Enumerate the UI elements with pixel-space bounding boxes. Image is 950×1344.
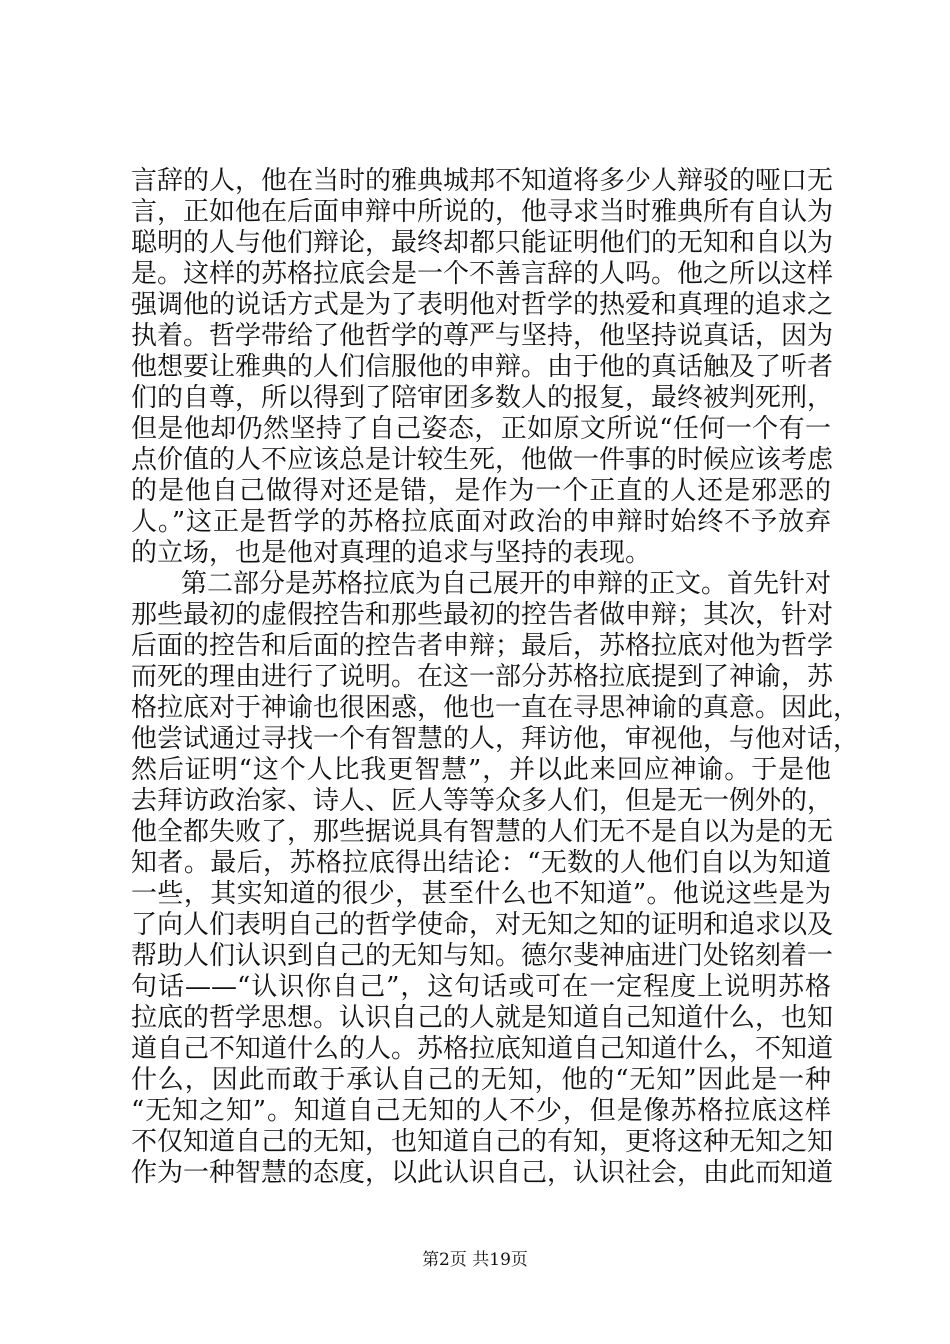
text-line: 什么，因此而敢于承认自己的无知，他的“无知”因此是一种: [131, 1065, 831, 1095]
text-line: 道自己不知道什么的人。苏格拉底知道自己知道什么，不知道: [131, 1034, 834, 1064]
text-line: 们的自尊，所以得到了陪审团多数人的报复，最终被判死刑，: [131, 383, 834, 413]
page-footer: [0, 1245, 950, 1270]
text-line: 点价值的人不应该总是计较生死，他做一件事的时候应该考虑: [131, 445, 834, 475]
text-line: 但是他却仍然坚持了自己姿态，正如原文所说“任何一个有一: [131, 414, 831, 444]
text-line: 强调他的说话方式是为了表明他对哲学的热爱和真理的追求之: [131, 290, 834, 320]
text-line: 后面的控告和后面的控告者申辩；最后，苏格拉底对他为哲学: [131, 631, 834, 661]
text-line: 帮助人们认识到自己的无知与知。德尔斐神庙进门处铭刻着一: [131, 941, 834, 971]
text-line: 的立场，也是他对真理的追求与坚持的表现。: [131, 538, 652, 568]
text-line: 然后证明“这个人比我更智慧”，并以此来回应神谕。于是他: [131, 755, 831, 785]
paragraph-1: [131, 166, 834, 569]
text-line: 拉底的哲学思想。认识自己的人就是知道自己知道什么，也知: [131, 1003, 834, 1033]
text-line: 人。”这正是哲学的苏格拉底面对政治的申辩时始终不予放弃: [131, 507, 831, 537]
text-line: 知者。最后，苏格拉底得出结论：“无数的人他们自以为知道: [131, 848, 831, 878]
text-line: 而死的理由进行了说明。在这一部分苏格拉底提到了神谕，苏: [131, 662, 834, 692]
text-line: 的是他自己做得对还是错，是作为一个正直的人还是邪恶的: [131, 476, 831, 506]
text-line: 不仅知道自己的无知，也知道自己的有知，更将这种无知之知: [131, 1127, 834, 1157]
text-line: 作为一种智慧的态度，以此认识自己，认识社会，由此而知道: [131, 1158, 834, 1188]
text-line: 第二部分是苏格拉底为自己展开的申辩的正文。首先针对: [181, 569, 832, 599]
text-line: 格拉底对于神谕也很困惑，他也一直在寻思神谕的真意。因此，: [131, 693, 860, 723]
text-line: 言辞的人，他在当时的雅典城邦不知道将多少人辩驳的哑口无: [131, 166, 834, 196]
text-line: 那些最初的虚假控告和那些最初的控告者做申辩；其次，针对: [131, 600, 834, 630]
paragraph-2: [131, 569, 860, 1189]
text-line: 是。这样的苏格拉底会是一个不善言辞的人吗。他之所以这样: [131, 259, 834, 289]
text-line: “无知之知”。知道自己无知的人不少，但是像苏格拉底这样: [131, 1096, 831, 1126]
page-number-label: 第2页 共19页: [422, 1250, 528, 1270]
text-line: 聪明的人与他们辩论，最终却都只能证明他们的无知和自以为: [131, 228, 834, 258]
text-line: 他想要让雅典的人们信服他的申辩。由于他的真话触及了听者: [131, 352, 834, 382]
text-line: 他尝试通过寻找一个有智慧的人，拜访他，审视他，与他对话，: [131, 724, 860, 754]
text-line: 一些，其实知道的很少，甚至什么也不知道”。他说这些是为: [131, 879, 831, 909]
text-line: 他全都失败了，那些据说具有智慧的人们无不是自以为是的无: [131, 817, 834, 847]
text-line: 了向人们表明自己的哲学使命，对无知之知的证明和追求以及: [131, 910, 834, 940]
text-line: 句话——“认识你自己”，这句话或可在一定程度上说明苏格: [131, 972, 831, 1002]
text-line: 言，正如他在后面申辩中所说的，他寻求当时雅典所有自认为: [131, 197, 834, 227]
text-line: 执着。哲学带给了他哲学的尊严与坚持，他坚持说真话，因为: [131, 321, 834, 351]
body-text: [131, 166, 860, 1189]
text-line: 去拜访政治家、诗人、匠人等等众多人们，但是无一例外的，: [131, 786, 834, 816]
